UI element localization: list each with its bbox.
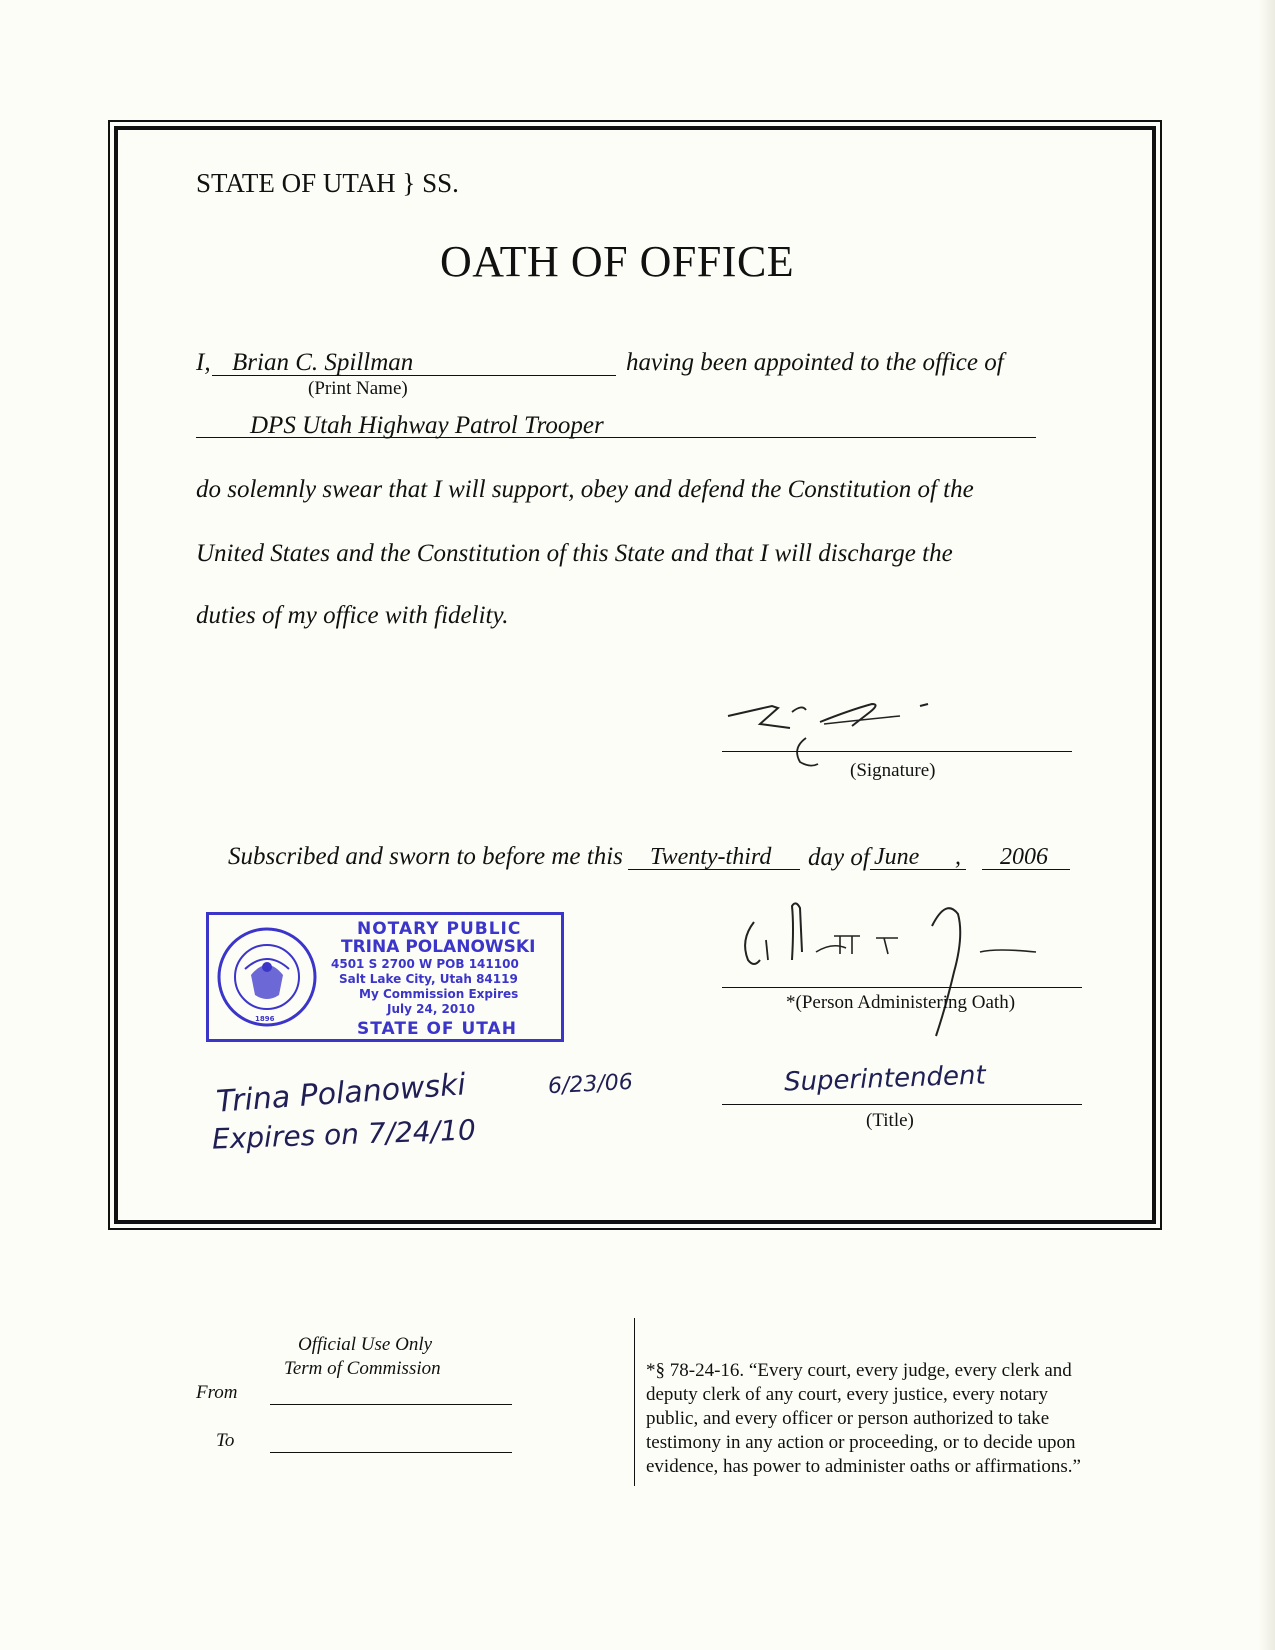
year-underline [982, 869, 1070, 870]
term-of-commission-heading: Term of Commission [284, 1358, 441, 1379]
office-underline [196, 437, 1036, 438]
oath-line-3: duties of my office with fidelity. [196, 602, 509, 629]
stamp-line-5: My Commission Expires [359, 987, 519, 1001]
notary-stamp [206, 912, 564, 1042]
stamp-line-7: STATE OF UTAH [357, 1019, 517, 1039]
footnote-line-1: *§ 78-24-16. “Every court, every judge, every clerk and [646, 1360, 1072, 1381]
subscribed-year: 2006 [1000, 844, 1048, 870]
document-title: OATH OF OFFICE [440, 237, 795, 286]
title-caption: (Title) [866, 1110, 914, 1131]
month-comma: , [955, 844, 961, 870]
to-field-line [270, 1452, 512, 1453]
subscribed-prefix: Subscribed and sworn to before me this [228, 843, 623, 870]
vertical-divider [634, 1318, 635, 1486]
seal-year: 1896 [255, 1015, 275, 1023]
document-border-inner [114, 126, 1156, 1224]
stamp-line-2: TRINA POLANOWSKI [341, 937, 536, 957]
state-line: STATE OF UTAH } SS. [196, 168, 459, 198]
signature-line [722, 751, 1072, 752]
footnote-line-5: evidence, has power to administer oaths or affirmations.” [646, 1456, 1081, 1477]
to-label: To [216, 1430, 235, 1451]
footnote-line-3: public, and every officer or person authorized to take [646, 1408, 1050, 1429]
notary-handwritten-name: Trina Polanowski [215, 1067, 467, 1120]
oath-line-2: United States and the Constitution of this State and that I will discharge the [196, 540, 953, 567]
administering-signature-line [722, 987, 1082, 988]
stamp-line-6: July 24, 2010 [387, 1002, 475, 1016]
footnote-line-4: testimony in any action or proceeding, or to decide upon [646, 1432, 1076, 1453]
administering-caption: *(Person Administering Oath) [786, 992, 1016, 1013]
name-underline [212, 375, 616, 376]
page-edge-shadow [1259, 0, 1275, 1650]
footnote-line-2: deputy clerk of any court, every justice, every notary [646, 1384, 1049, 1405]
subscribed-day: Twenty-third [650, 844, 772, 870]
notary-expires-note: Expires on 7/24/10 [211, 1113, 477, 1156]
signature-caption: (Signature) [850, 760, 936, 781]
state-seal-icon [215, 925, 319, 1029]
appointee-name: Brian C. Spillman [232, 349, 414, 376]
subscribed-month: June [874, 844, 920, 870]
office-name: DPS Utah Highway Patrol Trooper [250, 412, 604, 439]
month-underline [870, 869, 966, 870]
handwritten-title: Superintendent [783, 1060, 987, 1098]
stamp-line-3: 4501 S 2700 W POB 141100 [331, 957, 519, 971]
stamp-line-1: NOTARY PUBLIC [357, 919, 522, 939]
title-line [722, 1104, 1082, 1105]
print-name-caption: (Print Name) [308, 378, 408, 399]
appointment-prefix: I, [196, 349, 211, 376]
stamp-line-4: Salt Lake City, Utah 84119 [339, 972, 518, 986]
official-use-heading: Official Use Only [298, 1334, 433, 1355]
from-label: From [196, 1382, 238, 1403]
appointed-text: having been appointed to the office of [626, 349, 1004, 376]
notary-handwritten-date: 6/23/06 [547, 1069, 634, 1100]
administering-signature [736, 896, 1096, 1046]
oath-line-1: do solemnly swear that I will support, obey and defend the Constitution of the [196, 476, 974, 503]
from-field-line [270, 1404, 512, 1405]
day-of-text: day of [808, 844, 870, 871]
day-underline [628, 869, 800, 870]
